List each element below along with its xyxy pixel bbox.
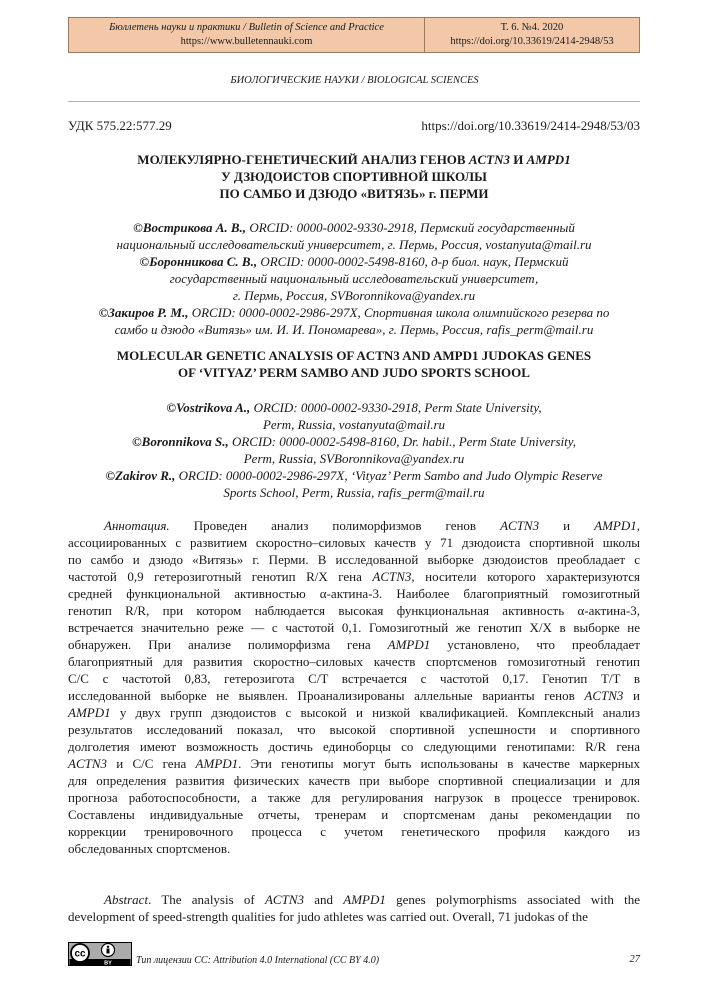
title-english [68, 347, 640, 381]
license-text: Тип лицензии CC: Attribution 4.0 International (CC BY 4.0) [136, 954, 380, 966]
author-name: ©Zakirov R., [105, 468, 176, 483]
issue-doi-link[interactable]: https://doi.org/10.33619/2414-2948/53 [450, 36, 614, 47]
author-affiliation: ORCID: 0000-0002-9330-2918, Пермский государственный [246, 220, 575, 235]
abstract-text: обследованных спортсменов. [68, 841, 231, 856]
abstract-label-en: Abstract [104, 892, 149, 907]
issue-info-cell [425, 18, 639, 52]
author-affiliation: национальный исследовательский университет, г. Пермь, Россия, vostanyuta@mail.ru [116, 237, 592, 252]
title-en-line1: MOLECULAR GENETIC ANALYSIS OF ACTN3 AND AMPD1 JUDOKAS GENES [116, 348, 592, 363]
abstract-text: прогноза работоспособности, а также для регулирования нагрузок в процессе тренировок. [68, 790, 640, 805]
article-meta [68, 118, 640, 134]
by-badge-text: BY [104, 960, 112, 966]
journal-title: Бюллетень науки и практики / Bulletin of Science and Practice [109, 22, 384, 33]
author-name: ©Boronnikova S., [131, 434, 229, 449]
abstract-text: исследованной выборке не выявлен. Проанализированы аллельные варианты генов ACTN3 и [68, 688, 640, 703]
abstract-line [68, 585, 640, 602]
abstract-line [68, 551, 640, 568]
abstract-line [68, 772, 640, 789]
author-affiliation: ORCID: 0000-0002-2986-297X, ‘Vityaz’ Perm Sambo and Judo Olympic Reserve [175, 468, 603, 483]
title-ru-conj: И [510, 152, 527, 167]
title-en-line2: OF ‘VITYAZ’ PERM SAMBO AND JUDO SPORTS SCHOOL [178, 365, 530, 380]
abstract-line [68, 789, 640, 806]
abstract-line [68, 568, 640, 585]
title-russian [68, 151, 640, 202]
author-affiliation: Perm, Russia, SVBoronnikova@yandex.ru [243, 451, 465, 466]
author-affiliation: Sports School, Perm, Russia, rafis_perm@mail.ru [223, 485, 485, 500]
author-name: ©Вострикова А. В., [133, 220, 247, 235]
abstract-text: благоприятный для развития скоростно–силовых качеств спортсменов гомозиготный генотип [68, 654, 640, 669]
abstract-line [68, 619, 640, 636]
abstract-text: . The analysis of ACTN3 and AMPD1 genes polymorphisms associated with the [148, 892, 640, 907]
abstract-line [68, 636, 640, 653]
abstract-line [68, 687, 640, 704]
author-affiliation: ORCID: 0000-0002-5498-8160, д-р биол. наук, Пермский [257, 254, 569, 269]
cc-by-license-icon[interactable] [68, 942, 132, 966]
article-doi[interactable]: https://doi.org/10.33619/2414-2948/53/03 [421, 118, 640, 133]
page-footer [68, 941, 640, 967]
authors-russian [68, 219, 640, 338]
author-affiliation: ORCID: 0000-0002-5498-8160, Dr. habil., Perm State University, [228, 434, 577, 449]
abstract-text: коррекции тренировочного процесса с учетом генетического профиля каждого из [68, 824, 640, 839]
abstract-text: ACTN3 и C/C гена AMPD1. Эти генотипы могут быть использованы в качестве маркерных [68, 756, 640, 771]
abstract-text: средней функциональной активностью α-актина-3. Наиболее благоприятный гомозиготный [68, 586, 640, 601]
abstract-text: долголетия имеют возможность достичь единоборцы со следующими генотипами: R/R гена [68, 739, 640, 754]
abstract-line [68, 738, 640, 755]
author-name: ©Закиров Р. М., [98, 305, 189, 320]
abstract-english [68, 891, 640, 925]
abstract-text: ассоциированных с развитием скоростно–силовых качеств у 71 дзюдоиста спортивной школы [68, 535, 640, 550]
abstract-text: результатов исследований показал, что высокой спортивной успешности и спортивного [68, 722, 640, 737]
abstract-text: C/C с частотой 0,83, гетерозигота C/T встречается с частотой 0,17. Генотип T/T в [68, 671, 640, 686]
journal-url[interactable]: https://www.bulletennauki.com [180, 36, 313, 47]
author-affiliation: самбо и дзюдо «Витязь» им. И. И. Пономарева», г. Пермь, Россия, rafis_perm@mail.ru [114, 322, 594, 337]
section-label: БИОЛОГИЧЕСКИЕ НАУКИ / BIOLOGICAL SCIENCES [230, 75, 479, 86]
abstract-text: частотой 0,9 гетерозиготный генотип R/X гена ACTN3, носители которого характеризуются [68, 569, 640, 584]
abstract-line [68, 908, 640, 925]
abstract-text: development of speed-strength qualities for judo athletes was carried out. Overall, 71 judokas of the [68, 909, 588, 924]
section-divider [68, 101, 640, 102]
author-name: ©Боронникова С. В., [139, 254, 258, 269]
abstract-text: AMPD1 у двух групп дзюдоистов с высокой и низкой квалификацией. Комплексный анализ [68, 705, 640, 720]
author-affiliation: Perm, Russia, vostanyuta@mail.ru [262, 417, 446, 432]
gene-ampd1: AMPD1 [526, 152, 571, 167]
abstract-line [68, 653, 640, 670]
authors-english [68, 399, 640, 501]
abstract-line [68, 721, 640, 738]
abstract-text: для определения развития физических качеств при выборе спортивной специализации и для [68, 773, 640, 788]
abstract-line [68, 704, 640, 721]
author-affiliation: государственный национальный исследовательский университет, [169, 271, 539, 286]
abstract-text: встречается значительно реже — с частотой 0,1. Гомозиготный же генотип X/X в выборке не [68, 620, 640, 635]
abstract-text: Проведен анализ полиморфизмов генов ACTN3 и AMPD1, [169, 518, 640, 533]
journal-info-cell [69, 18, 425, 52]
cc-badge-text: cc [74, 948, 86, 960]
author-name: ©Vostrikova A., [166, 400, 251, 415]
journal-header [68, 17, 640, 53]
abstract-text: генотип R/R, при котором наблюдается высокая функциональная активность α-актина-3, [68, 603, 640, 618]
title-ru-text: МОЛЕКУЛЯРНО-ГЕНЕТИЧЕСКИЙ АНАЛИЗ ГЕНОВ [137, 152, 469, 167]
abstract-text: обнаружен. При анализе полиморфизма гена AMPD1 установлено, что преобладает [68, 637, 640, 652]
abstract-line [68, 602, 640, 619]
gene-actn3: ACTN3 [468, 152, 511, 167]
udk-code: УДК 575.22:577.29 [68, 118, 172, 133]
abstract-line [68, 517, 640, 534]
abstract-line [68, 891, 640, 908]
abstract-line [68, 755, 640, 772]
author-affiliation: г. Пермь, Россия, SVBoronnikova@yandex.ru [232, 288, 476, 303]
abstract-line [68, 670, 640, 687]
issue-number: Т. 6. №4. 2020 [500, 22, 564, 33]
abstract-text: по самбо и дзюдо «Витязь» г. Перми. В исследованной выборке дзюдоистов преобладает с [68, 552, 640, 567]
abstract-line [68, 840, 640, 857]
author-affiliation: ORCID: 0000-0002-2986-297X, Спортивная школа олимпийского резерва по [188, 305, 610, 320]
abstract-line [68, 534, 640, 551]
author-affiliation: ORCID: 0000-0002-9330-2918, Perm State University, [250, 400, 542, 415]
abstract-line [68, 823, 640, 840]
abstract-russian [68, 517, 640, 857]
title-ru-line3: ПО САМБО И ДЗЮДО «ВИТЯЗЬ» г. ПЕРМИ [219, 186, 489, 201]
title-ru-line2: У ДЗЮДОИСТОВ СПОРТИВНОЙ ШКОЛЫ [221, 169, 487, 184]
abstract-text: Составлены индивидуальные отчеты, тренерам и спортсменам даны рекомендации по [68, 807, 640, 822]
abstract-line [68, 806, 640, 823]
page-number: 27 [629, 954, 640, 965]
abstract-label-ru: Аннотация. [104, 518, 170, 533]
